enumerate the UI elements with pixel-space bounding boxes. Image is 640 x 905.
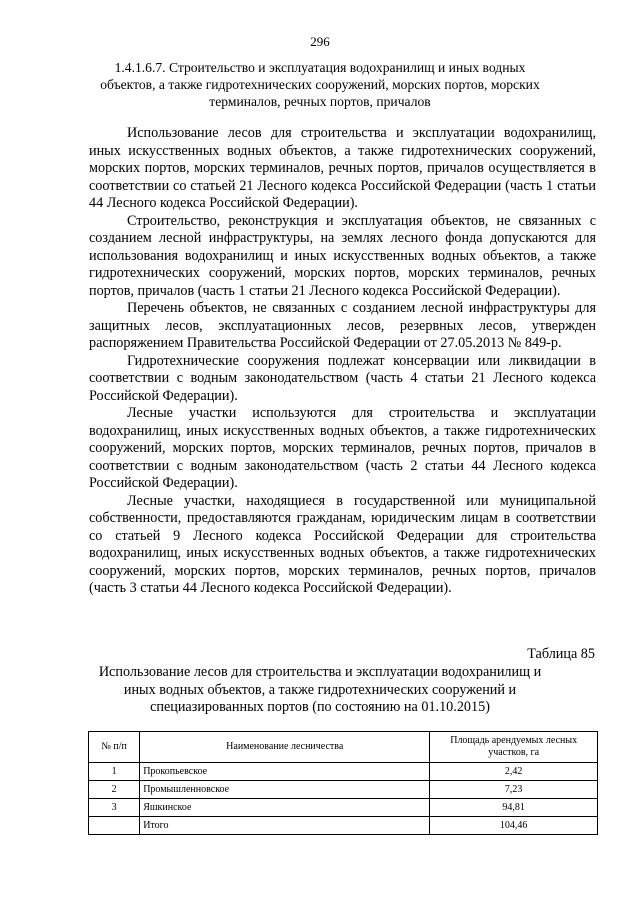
cell-total-label: Итого (140, 817, 430, 835)
cell-forestry-name: Яшкинское (140, 799, 430, 817)
table-header-row (89, 732, 598, 763)
cell-leased-area: 2,42 (430, 763, 598, 781)
paragraph: Лесные участки, находящиеся в государственной или муниципальной собственности, предоставляются гражданам, юридическим лицам в соответствии со статьей 9 Лесного кодекса Российской Федерации для строительства водохранилищ, иных искусственных водных объектов, а также гидротехнических сооружений, морских портов, морских терминалов, речных портов, причалов (часть 3 статьи 44 Лесного кодекса Российской Федерации). (89, 492, 596, 596)
cell-number (89, 817, 140, 835)
table-row (89, 763, 598, 781)
cell-number: 1 (89, 763, 140, 781)
cell-forestry-name: Промышленновское (140, 781, 430, 799)
paragraph: Использование лесов для строительства и эксплуатации водохранилищ, иных искусственных водных объектов, а также гидротехнических сооружений, морских портов, морских терминалов, речных портов, причалов осуществляется в соответствии со статьей 21 Лесного кодекса Российской Федерации (часть 1 статьи 44 Лесного кодекса Российской Федерации). (89, 125, 596, 211)
header-forestry-name: Наименование лесничества (140, 732, 430, 763)
header-leased-area: Площадь арендуемых лесных участков, га (430, 732, 598, 763)
section-title: 1.4.1.6.7. Строительство и эксплуатация водохранилищ и иных водных объектов, а также гидротехнических сооружений, морских портов, морских терминалов, речных портов, причалов (100, 60, 540, 109)
paragraph: Перечень объектов, не связанных с созданием лесной инфраструктуры для защитных лесов, эксплуатационных лесов, резервных лесов, утвержден распоряжением Правительства Российской Федерации от 27.05.2013 № 849-р. (89, 300, 596, 351)
body-text (89, 125, 596, 598)
cell-forestry-name: Прокопьевское (140, 763, 430, 781)
cell-number: 2 (89, 781, 140, 799)
paragraph: Строительство, реконструкция и эксплуатация объектов, не связанных с созданием лесной инфраструктуры, на землях лесного фонда допускаются для использования водохранилищ и иных искусственных водных объектов, а также гидротехнических сооружений, морских портов, морских терминалов, речных портов, причалов (часть 1 статьи 21 Лесного кодекса Российской Федерации). (89, 212, 596, 299)
cell-leased-area: 94,81 (430, 799, 598, 817)
table-total-row (89, 817, 598, 835)
page-number: 296 (310, 34, 330, 49)
paragraph: Гидротехнические сооружения подлежат консервации или ликвидации в соответствии с водным законодательством (часть 4 статьи 21 Лесного кодекса Российской Федерации). (89, 352, 596, 404)
cell-number: 3 (89, 799, 140, 817)
cell-leased-area: 7,23 (430, 781, 598, 799)
table-row (89, 781, 598, 799)
table-row (89, 799, 598, 817)
header-number: № п/п (89, 732, 140, 763)
paragraph: Лесные участки используются для строительства и эксплуатации водохранилищ, иных искусственных водных объектов, а также гидротехнических сооружений, морских портов, морских терминалов, речных портов, причалов в соответствии с водным законодательством (часть 2 статьи 44 Лесного кодекса Российской Федерации). (89, 405, 596, 491)
table-title: Использование лесов для строительства и эксплуатации водохранилищ и иных водных объектов, а также гидротехнических сооружений и специазированных портов (по состоянию на 01.10.2015) (98, 664, 542, 715)
data-table (88, 731, 598, 835)
table-number: Таблица 85 (527, 646, 595, 662)
cell-total-area: 104,46 (430, 817, 598, 835)
